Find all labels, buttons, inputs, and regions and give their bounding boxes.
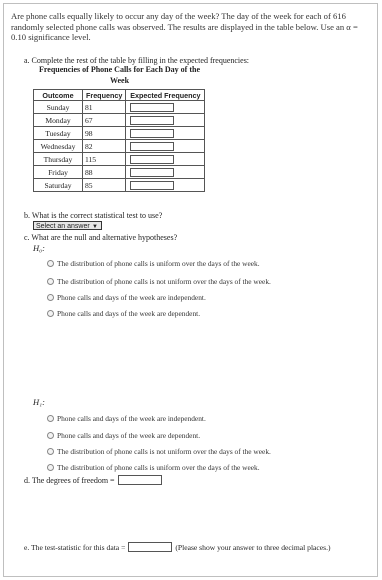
h0-option-1[interactable] xyxy=(47,259,260,268)
h1-option-2[interactable] xyxy=(47,431,200,440)
outcome-cell: Monday xyxy=(34,114,83,127)
expected-frequency-input-sunday[interactable] xyxy=(130,103,174,112)
outcome-cell: Friday xyxy=(34,166,83,179)
expected-cell xyxy=(126,153,205,166)
h1-option-3[interactable] xyxy=(47,447,271,456)
table-caption: Frequencies of Phone Calls for Each Day of the Week xyxy=(38,65,201,85)
expected-cell xyxy=(126,140,205,153)
frequency-cell: 81 xyxy=(83,101,126,114)
frequency-cell: 67 xyxy=(83,114,126,127)
header-expected-frequency: Expected Frequency xyxy=(126,90,205,101)
part-e-row xyxy=(24,542,331,552)
option-label: Phone calls and days of the week are independent. xyxy=(57,414,206,423)
test-type-select[interactable] xyxy=(33,221,102,230)
option-label: Phone calls and days of the week are independent. xyxy=(57,293,206,302)
radio-icon[interactable] xyxy=(47,294,54,301)
radio-icon[interactable] xyxy=(47,415,54,422)
frequency-cell: 98 xyxy=(83,127,126,140)
table-row xyxy=(34,153,205,166)
h1-option-4[interactable] xyxy=(47,463,260,472)
outcome-cell: Sunday xyxy=(34,101,83,114)
header-outcome: Outcome xyxy=(34,90,83,101)
expected-cell xyxy=(126,179,205,192)
radio-icon[interactable] xyxy=(47,464,54,471)
table-row xyxy=(34,114,205,127)
dropdown-arrow-icon: ▼ xyxy=(92,224,98,230)
h0-label: H₀: xyxy=(33,243,45,253)
header-frequency: Frequency xyxy=(83,90,126,101)
expected-cell xyxy=(126,114,205,127)
outcome-cell: Tuesday xyxy=(34,127,83,140)
part-d-row xyxy=(24,475,162,485)
expected-cell xyxy=(126,101,205,114)
expected-frequency-input-monday[interactable] xyxy=(130,116,174,125)
option-label: Phone calls and days of the week are dependent. xyxy=(57,309,201,318)
outcome-cell: Wednesday xyxy=(34,140,83,153)
question-intro: Are phone calls equally likely to occur any day of the week? The day of the week for each of 616 randomly selected phone calls was observed. The results are displayed in the table below. Use an α = 0.10 significance level. xyxy=(11,11,358,43)
radio-icon[interactable] xyxy=(47,448,54,455)
h0-option-4[interactable] xyxy=(47,309,200,318)
table-row xyxy=(34,127,205,140)
part-e-hint: (Please show your answer to three decimal places.) xyxy=(175,542,331,552)
frequency-cell: 88 xyxy=(83,166,126,179)
part-c-label: c. What are the null and alternative hypotheses? xyxy=(24,233,178,242)
select-value: Select an answer xyxy=(36,223,90,230)
expected-frequency-input-thursday[interactable] xyxy=(130,155,174,164)
h0-option-3[interactable] xyxy=(47,293,206,302)
h0-option-2[interactable] xyxy=(47,277,271,286)
radio-icon[interactable] xyxy=(47,278,54,285)
radio-icon[interactable] xyxy=(47,310,54,317)
option-label: Phone calls and days of the week are dependent. xyxy=(57,431,201,440)
frequency-cell: 85 xyxy=(83,179,126,192)
table-row xyxy=(34,166,205,179)
option-label: The distribution of phone calls is uniform over the days of the week. xyxy=(57,259,260,268)
part-e-label: e. The test-statistic for this data = xyxy=(24,542,126,552)
table-row xyxy=(34,179,205,192)
expected-frequency-input-wednesday[interactable] xyxy=(130,142,174,151)
radio-icon[interactable] xyxy=(47,260,54,267)
expected-frequency-input-saturday[interactable] xyxy=(130,181,174,190)
frequency-table xyxy=(33,89,205,192)
table-row xyxy=(34,140,205,153)
test-statistic-input[interactable] xyxy=(128,542,172,552)
frequency-cell: 82 xyxy=(83,140,126,153)
outcome-cell: Saturday xyxy=(34,179,83,192)
part-a-label: a. Complete the rest of the table by filling in the expected frequencies: xyxy=(24,56,250,65)
table-row xyxy=(34,101,205,114)
option-label: The distribution of phone calls is not uniform over the days of the week. xyxy=(57,277,271,286)
radio-icon[interactable] xyxy=(47,432,54,439)
frequency-cell: 115 xyxy=(83,153,126,166)
part-d-label: d. The degrees of freedom = xyxy=(24,475,115,485)
h1-label: H₁: xyxy=(33,397,45,407)
option-label: The distribution of phone calls is not uniform over the days of the week. xyxy=(57,447,271,456)
option-label: The distribution of phone calls is uniform over the days of the week. xyxy=(57,463,260,472)
degrees-of-freedom-input[interactable] xyxy=(118,475,162,485)
part-b-label: b. What is the correct statistical test to use? xyxy=(24,211,163,220)
expected-cell xyxy=(126,127,205,140)
outcome-cell: Thursday xyxy=(34,153,83,166)
h1-option-1[interactable] xyxy=(47,414,206,423)
expected-frequency-input-friday[interactable] xyxy=(130,168,174,177)
expected-frequency-input-tuesday[interactable] xyxy=(130,129,174,138)
expected-cell xyxy=(126,166,205,179)
